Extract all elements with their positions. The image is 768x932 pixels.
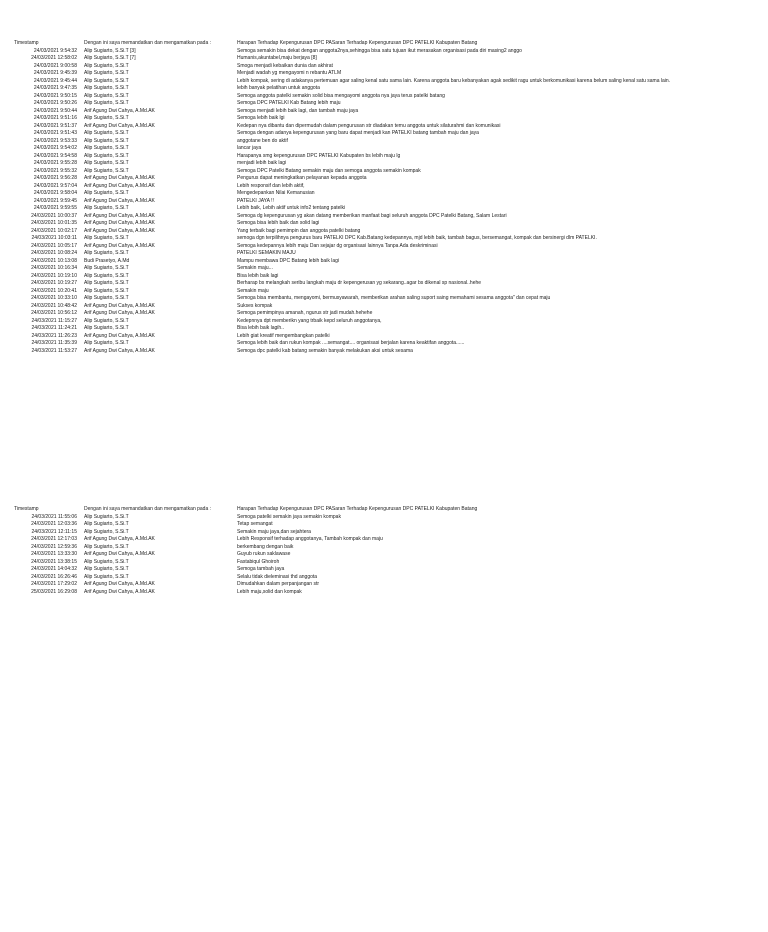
cell-name: Alip Sugiarto, S.Si.T <box>84 190 129 196</box>
cell-timestamp: 24/03/2021 9:59:55 <box>33 205 77 211</box>
header-mandate: Dengan ini saya memandatkan dan mengamatkan pada : <box>84 506 212 512</box>
cell-message: Kedepnnya dpt memberikn yang trbaik kepd seluruh anggotanya, <box>237 317 382 324</box>
cell-message: Harapanya smg kepengurusan DPC PATELKI Kabupaten bs lebih maju lg <box>237 152 401 159</box>
cell-message: Semoga patelki semakin jaya semakin kompak <box>237 513 341 520</box>
cell-message: Lebih giat kreatif mengembangkan patelki <box>237 332 330 339</box>
cell-timestamp: 24/03/2021 11:26:23 <box>31 332 77 339</box>
cell-name: Alip Sugiarto, S.Si.T <box>84 85 129 91</box>
cell-message: Fastabiqul Ghoiroh <box>237 558 280 565</box>
cell-name: Alip Sugiarto, S.Si.T <box>84 280 129 286</box>
cell-timestamp: 24/03/2021 12:59:36 <box>31 543 77 550</box>
cell-message: berkembang dengan baik <box>237 543 294 550</box>
cell-name: Arif Agung Dwi Cahya, A.Md.AK <box>84 588 155 595</box>
table-row <box>0 48 768 56</box>
cell-name: Arif Agung Dwi Cahya, A.Md.AK <box>84 182 155 189</box>
cell-timestamp: 24/03/2021 9:59:45 <box>33 197 77 204</box>
cell-timestamp: 24/03/2021 11:15:27 <box>31 317 77 324</box>
table-row <box>0 130 768 138</box>
cell-message: Lebih responsif dan lebih aktif, <box>237 182 305 189</box>
cell-timestamp: 24/03/2021 13:38:15 <box>31 558 77 565</box>
table-row <box>0 536 768 544</box>
table-row <box>0 190 768 198</box>
table-row <box>0 228 768 236</box>
table-row <box>0 168 768 176</box>
table-row <box>0 258 768 266</box>
cell-message: Semoga lebih baik lgi <box>237 115 285 121</box>
cell-name: Alip Sugiarto, S.Si.T <box>84 566 129 572</box>
cell-name: Alip Sugiarto, S.Si.T <box>84 340 129 346</box>
table-row <box>0 544 768 552</box>
cell-name: Arif Agung Dwi Cahya, A.Md.AK <box>84 122 155 129</box>
cell-message: Yang terbaik bagi pemimpin dan anggota patelki batang <box>237 227 361 234</box>
cell-timestamp: 24/03/2021 9:54:32 <box>33 47 77 54</box>
table-row <box>0 78 768 86</box>
cell-message: anggotane ben do aktif <box>237 137 288 144</box>
table-row <box>0 55 768 63</box>
cell-name: Alip Sugiarto, S.Si.T <box>84 325 129 331</box>
cell-name: Arif Agung Dwi Cahya, A.Md.AK <box>84 302 155 309</box>
table-row <box>0 521 768 529</box>
cell-name: Alip Sugiarto, S.Si.T <box>84 137 129 144</box>
table-row <box>0 175 768 183</box>
cell-message: Guyub rukun saklawase <box>237 551 291 557</box>
cell-message: Smoga menjadi kebaikan dunia dan akhirat <box>237 62 333 69</box>
cell-name: Alip Sugiarto, S.Si.T <box>84 62 129 69</box>
table-row <box>0 514 768 522</box>
cell-message: Semoga dg kepengurusan yg akan datang memberikan manfaat bagi seluruh anggota DPC Patelki Batang, Salam Lestari <box>237 212 507 219</box>
cell-message: semoga dgn terpilihnya pengurus baru PATELKI DPC Kab.Batang kedepannya, mjd lebih baik, tambah bagus, bersemangat, kompak dan bersinergi dlm PATELKI. <box>237 235 597 241</box>
table-row <box>0 295 768 303</box>
cell-message: PATELKI SEMAKIN MAJU <box>237 250 296 256</box>
cell-timestamp: 24/03/2021 9:50:26 <box>33 100 77 106</box>
cell-timestamp: 24/03/2021 9:45:44 <box>33 77 77 84</box>
table-row <box>0 310 768 318</box>
cell-timestamp: 24/03/2021 9:53:33 <box>33 137 77 144</box>
cell-timestamp: 24/03/2021 11:24:21 <box>31 325 77 331</box>
cell-name: Alip Sugiarto, S.Si.T <box>84 265 129 271</box>
table-row <box>0 303 768 311</box>
table-row <box>0 138 768 146</box>
cell-message: Semoga menjadi lebih baik lagi, dan tambah maju jaya <box>237 107 359 114</box>
table-row <box>0 529 768 537</box>
table-row <box>0 153 768 161</box>
cell-timestamp: 24/03/2021 10:56:12 <box>31 310 77 316</box>
cell-timestamp: 24/03/2021 9:55:28 <box>33 160 77 166</box>
response-table-page-2 <box>0 506 768 596</box>
cell-message: Semoga semakin bisa dekat dengan anggota2nya,sehingga bisa satu tujuan ikut merasakan organisasi pada diri masing2 anggo <box>237 47 522 54</box>
cell-name: Alip Sugiarto, S.Si.T <box>84 167 129 174</box>
table-row <box>0 93 768 101</box>
cell-timestamp: 24/03/2021 9:51:43 <box>33 130 77 136</box>
cell-message: Semoga pemimpinya amanah, ngurus str jadi mudah.hehehe <box>237 310 373 316</box>
cell-message: Bisa lebih baik lagi <box>237 272 279 279</box>
cell-message: Semoga anggota patelki semakin solid bisa mengayomi anggota nya jaya terus patelki batang <box>237 92 445 99</box>
cell-name: Alip Sugiarto, S.Si.T <box>84 92 129 99</box>
cell-name: Alip Sugiarto, S.Si.T <box>84 115 129 121</box>
cell-message: Dimudahkan dalam perpanjangan str <box>237 581 319 587</box>
cell-message: Menjadi wadah yg mengayomi n rebantu ATLM <box>237 70 342 76</box>
table-row <box>0 280 768 288</box>
table-header <box>0 506 768 514</box>
cell-timestamp: 24/03/2021 9:50:44 <box>33 107 77 114</box>
cell-timestamp: 24/03/2021 10:02:17 <box>31 227 77 234</box>
cell-name: Alip Sugiarto, S.Si.T <box>84 205 129 211</box>
header-hope: Harapan Terhadap Kepengurusan DPC PASaran Terhadap Kepengurusan DPC PATELKI Kabupaten Batang <box>237 40 478 46</box>
cell-name: Arif Agung Dwi Cahya, A.Md.AK <box>84 197 155 204</box>
cell-message: Bisa lebih baik lagih.. <box>237 325 284 331</box>
table-row <box>0 205 768 213</box>
cell-timestamp: 24/03/2021 9:51:37 <box>33 122 77 129</box>
cell-message: Humanis,akuntabel,maju berjaya [8] <box>237 55 317 61</box>
cell-name: Arif Agung Dwi Cahya, A.Md.AK <box>84 536 155 542</box>
table-row <box>0 160 768 168</box>
header-mandate: Dengan ini saya memandatkan dan mengamatkan pada : <box>84 40 212 46</box>
cell-timestamp: 24/03/2021 12:03:36 <box>31 521 77 527</box>
table-row <box>0 574 768 582</box>
cell-timestamp: 24/03/2021 11:55:06 <box>31 513 77 520</box>
table-row <box>0 348 768 356</box>
cell-message: Berharap bs melangkah seribu langkah maju dr kepengerusan yg sekarang..agar bs dikenal sp nasional..hehe <box>237 280 482 286</box>
cell-message: lebih banyak pelatihan untuk anggota <box>237 85 320 91</box>
cell-message: Semoga bisa lebih baik dan solid lagi <box>237 220 320 226</box>
cell-timestamp: 24/03/2021 16:26:46 <box>31 573 77 580</box>
cell-name: Arif Agung Dwi Cahya, A.Md.AK <box>84 551 155 557</box>
cell-message: Semoga DPC Patelki Batang semakin maju dan semoga anggota semakin kompak <box>237 167 421 174</box>
cell-timestamp: 24/03/2021 9:57:04 <box>33 182 77 189</box>
cell-name: Arif Agung Dwi Cahya, A.Md.AK <box>84 347 155 354</box>
cell-name: Alip Sugiarto, S.Si.T <box>84 160 129 166</box>
cell-timestamp: 24/03/2021 12:11:15 <box>31 528 77 535</box>
cell-timestamp: 24/03/2021 10:19:27 <box>31 280 77 286</box>
cell-timestamp: 24/03/2021 10:19:10 <box>31 272 77 279</box>
table-row <box>0 108 768 116</box>
table-row <box>0 213 768 221</box>
cell-message: Mengedepankan Nilai Kemanusian <box>237 190 315 196</box>
cell-name: Arif Agung Dwi Cahya, A.Md.AK <box>84 310 155 316</box>
cell-name: Alip Sugiarto, S.Si.T <box>84 521 129 527</box>
table-row <box>0 273 768 281</box>
cell-name: Alip Sugiarto, S.Si.T <box>84 513 129 520</box>
cell-name: Arif Agung Dwi Cahya, A.Md.AK <box>84 332 155 339</box>
cell-message: Semoga DPC PATELKI Kab Batang lebih maju <box>237 100 341 106</box>
table-row <box>0 318 768 326</box>
table-row <box>0 100 768 108</box>
cell-timestamp: 24/03/2021 10:13:08 <box>31 257 77 264</box>
cell-message: Semakin maju <box>237 287 269 294</box>
response-table-page-1 <box>0 40 768 355</box>
table-row <box>0 325 768 333</box>
cell-timestamp: 24/03/2021 9:51:16 <box>33 115 77 121</box>
cell-message: Sukses kompak <box>237 302 273 309</box>
cell-timestamp: 24/03/2021 9:58:04 <box>33 190 77 196</box>
cell-name: Alip Sugiarto, S.Si.T <box>84 272 129 279</box>
cell-message: lancar jaya <box>237 145 262 151</box>
cell-name: Alip Sugiarto, S.Si.T <box>84 573 129 580</box>
cell-name: Alip Sugiarto, S.Si.T <box>84 235 129 241</box>
cell-name: Alip Sugiarto, S.Si.T <box>84 77 129 84</box>
cell-name: Arif Agung Dwi Cahya, A.Md.AK <box>84 227 155 234</box>
cell-timestamp: 24/03/2021 11:53:27 <box>31 347 77 354</box>
table-row <box>0 183 768 191</box>
cell-name: Alip Sugiarto, S.Si.T <box>84 250 129 256</box>
cell-name: Alip Sugiarto, S.Si.T [7] <box>84 55 136 61</box>
cell-name: Alip Sugiarto, S.Si.T <box>84 295 129 301</box>
cell-message: Tetap semangat <box>237 521 273 527</box>
cell-message: Lebih kompak, sering di adakanya pertemuan agar saling kenal satu sama lain. Karena anggota baru kebanyakan agak sedikit ragu untuk berkomunikasi karena belum saling kenal satu sama lain. <box>237 77 671 84</box>
cell-message: Semoga dengan adanya kepengurusan yang baru dapat menjadi kan PATELKI batang tambah maju dan jaya <box>237 130 479 136</box>
cell-name: Alip Sugiarto, S.Si.T <box>84 152 129 159</box>
table-row <box>0 333 768 341</box>
cell-message: menjadi lebih baik lagi <box>237 160 287 166</box>
cell-message: Lebih maju,solid dan kompak <box>237 588 302 595</box>
cell-message: Lebih Responsif terhadap anggotanya, Tambah kompak dan maju <box>237 536 383 542</box>
cell-message: Semoga tambah jaya <box>237 566 285 572</box>
cell-message: Semoga dpc patelki kab batang semakin banyak melakukan aksi untuk sesama <box>237 347 413 354</box>
table-row <box>0 589 768 597</box>
cell-timestamp: 24/03/2021 12:17:03 <box>31 536 77 542</box>
cell-name: Alip Sugiarto, S.Si.T [3] <box>84 47 136 54</box>
table-row <box>0 198 768 206</box>
cell-name: Arif Agung Dwi Cahya, A.Md.AK <box>84 220 155 226</box>
table-row <box>0 581 768 589</box>
table-row <box>0 145 768 153</box>
table-row <box>0 70 768 78</box>
table-row <box>0 566 768 574</box>
cell-timestamp: 24/03/2021 10:20:41 <box>31 287 77 294</box>
cell-message: Pengurus dapat meningkatkan pelayanan kepada anggota <box>237 175 367 181</box>
cell-name: Arif Agung Dwi Cahya, A.Md.AK <box>84 581 155 587</box>
cell-name: Arif Agung Dwi Cahya, A.Md.AK <box>84 107 155 114</box>
table-row <box>0 340 768 348</box>
cell-name: Alip Sugiarto, S.Si.T <box>84 100 129 106</box>
cell-name: Budi Prasetyo, A.Md <box>84 257 130 264</box>
cell-timestamp: 24/03/2021 9:54:58 <box>33 152 77 159</box>
cell-timestamp: 24/03/2021 10:01:35 <box>31 220 77 226</box>
cell-timestamp: 24/03/2021 10:33:10 <box>31 295 77 301</box>
cell-message: Semoga kedepannya lebih maju Dan sejajar dg organisasi lainnya Tanpa Ada deskriminasi <box>237 242 438 249</box>
cell-timestamp: 24/03/2021 10:05:17 <box>31 242 77 249</box>
cell-timestamp: 24/03/2021 9:55:32 <box>33 167 77 174</box>
cell-timestamp: 24/03/2021 10:48:42 <box>31 302 77 309</box>
cell-name: Alip Sugiarto, S.Si.T <box>84 130 129 136</box>
table-row <box>0 288 768 296</box>
cell-name: Arif Agung Dwi Cahya, A.Md.AK <box>84 242 155 249</box>
table-row <box>0 551 768 559</box>
cell-name: Alip Sugiarto, S.Si.T <box>84 70 129 76</box>
cell-timestamp: 24/03/2021 17:29:02 <box>31 581 77 587</box>
header-timestamp: Timestamp <box>14 40 39 46</box>
table-header <box>0 40 768 48</box>
table-row <box>0 243 768 251</box>
cell-timestamp: 24/03/2021 10:03:11 <box>31 235 77 241</box>
cell-timestamp: 24/03/2021 9:45:39 <box>33 70 77 76</box>
cell-name: Alip Sugiarto, S.Si.T <box>84 317 129 324</box>
cell-message: Mampu membawa DPC Batang lebih baik lagi <box>237 257 339 264</box>
cell-timestamp: 24/03/2021 13:33:30 <box>31 551 77 557</box>
cell-timestamp: 24/03/2021 9:47:35 <box>33 85 77 91</box>
cell-message: Kedepan nya dibantu dan dipermudah dalam pengurusan str diadakan temu anggota untuk silaturahmi dan komunikasi <box>237 122 501 129</box>
cell-name: Arif Agung Dwi Cahya, A.Md.AK <box>84 212 155 219</box>
table-row <box>0 265 768 273</box>
cell-message: Selalu tidak dieleminasi thd anggota <box>237 573 318 580</box>
cell-name: Arif Agung Dwi Cahya, A.Md.AK <box>84 175 155 181</box>
table-row <box>0 115 768 123</box>
cell-timestamp: 24/03/2021 14:04:32 <box>31 566 77 572</box>
cell-timestamp: 24/03/2021 11:35:39 <box>31 340 77 346</box>
table-row <box>0 220 768 228</box>
cell-timestamp: 24/03/2021 10:00:37 <box>31 212 77 219</box>
cell-timestamp: 24/03/2021 9:54:02 <box>33 145 77 151</box>
cell-message: Semakin maju jaya,dan sejahtera <box>237 528 311 535</box>
cell-name: Alip Sugiarto, S.Si.T <box>84 287 129 294</box>
table-row <box>0 63 768 71</box>
cell-timestamp: 24/03/2021 9:56:28 <box>33 175 77 181</box>
cell-timestamp: 24/03/2021 10:08:24 <box>31 250 77 256</box>
cell-message: Semakin maju... <box>237 265 273 271</box>
header-hope: Harapan Terhadap Kepengurusan DPC PASaran Terhadap Kepengurusan DPC PATELKI Kabupaten Batang <box>237 506 478 512</box>
cell-timestamp: 25/03/2021 16:29:08 <box>31 588 77 595</box>
table-row <box>0 559 768 567</box>
table-row <box>0 85 768 93</box>
cell-timestamp: 24/03/2021 9:00:58 <box>33 62 77 69</box>
cell-name: Alip Sugiarto, S.Si.T <box>84 543 129 550</box>
cell-message: PATELKI JAYA !! <box>237 197 274 204</box>
table-row <box>0 235 768 243</box>
cell-message: Semoga lebih baik dan rukun kompak ....semangat.... organisasi berjalan karena keaktifan anggota...... <box>237 340 465 346</box>
cell-timestamp: 24/03/2021 9:50:15 <box>33 92 77 99</box>
cell-name: Alip Sugiarto, S.Si.T <box>84 528 129 535</box>
table-row <box>0 250 768 258</box>
cell-name: Alip Sugiarto, S.Si.T <box>84 558 129 565</box>
cell-message: Lebih baik, Lebih aktif untuk info2 tentang patelki <box>237 205 346 211</box>
cell-timestamp: 24/03/2021 10:16:34 <box>31 265 77 271</box>
cell-message: Semoga bisa membantu, mengayomi, bermusyawarah, memberikan arahan saling suport saing memahami sesama anggota" dan cepat maju <box>237 295 551 301</box>
cell-name: Alip Sugiarto, S.Si.T <box>84 145 129 151</box>
header-timestamp: Timestamp <box>14 506 39 512</box>
table-row <box>0 123 768 131</box>
cell-timestamp: 24/03/2021 12:58:02 <box>31 55 77 61</box>
